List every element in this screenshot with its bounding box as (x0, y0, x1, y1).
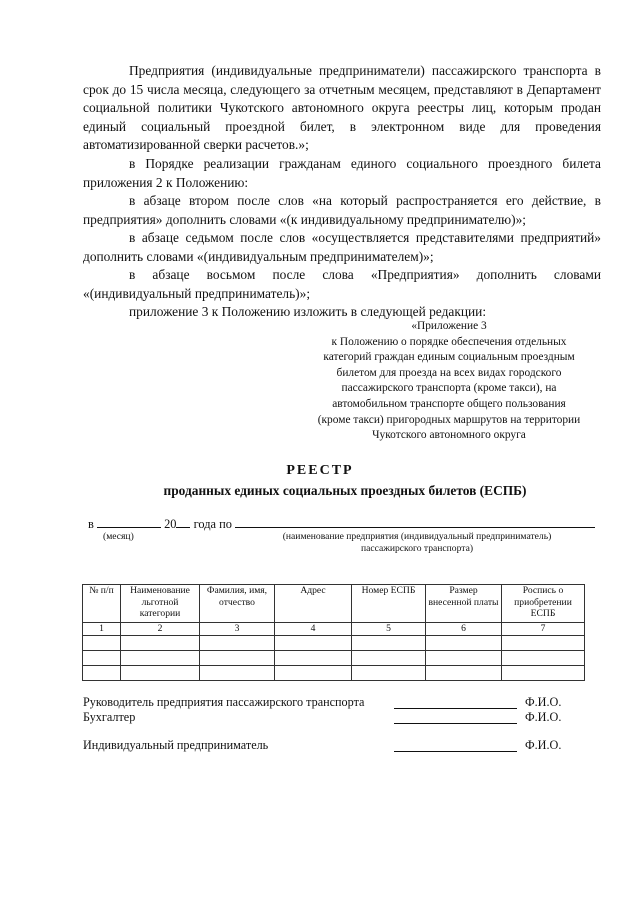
table-cell (121, 666, 200, 681)
appendix-line: пассажирского транспорта (кроме такси), на (341, 382, 557, 395)
organization-blank (235, 515, 595, 528)
table-cell (275, 636, 352, 651)
appendix-line: автомобильном транспорте общего пользования (332, 397, 566, 410)
organization-caption-line: (наименование предприятия (индивидуальный предприниматель) (282, 531, 552, 542)
period-prefix: в (88, 517, 94, 531)
head-fio: Ф.И.О. (525, 695, 562, 709)
entrepreneur-signature-label: Индивидуальный предприниматель (83, 738, 269, 752)
appendix-line: Чукотского автономного округа (372, 429, 526, 442)
paragraph-second-subparagraph: в абзаце втором после слов «на который распространяется его действие, в предприятия» дополнить словами «(к индивидуальному предпринимателю)»; (83, 193, 601, 227)
header-full-name: Фамилия, имя, отчество (200, 585, 275, 623)
paragraph-submission-deadline: Предприятия (индивидуальные предприниматели) пассажирского транспорта в срок до 15 числа месяца, следующего за отчетным месяцем, представляют в Департамент социальной политики Чукотского автономного округа реестры лиц, которым продан единый социальный проездной билет, в электронном виде для проведения автоматизированной сверки расчетов.»; (83, 63, 601, 153)
table-column-number-row (83, 623, 585, 636)
appendix-header (300, 319, 598, 444)
table-cell (352, 651, 426, 666)
paragraph-seventh-subparagraph: в абзаце седьмом после слов «осуществляется представителями предприятий» дополнить словами «(индивидуальным предпринимателем)»; (83, 230, 601, 264)
table-cell (352, 666, 426, 681)
table-cell (426, 666, 502, 681)
table-cell (502, 636, 585, 651)
header-signature: Роспись о приобретении ЕСПБ (502, 585, 585, 623)
table-cell (200, 651, 275, 666)
table-cell (426, 651, 502, 666)
column-number: 7 (502, 623, 585, 636)
year-blank (176, 515, 190, 528)
table-cell (426, 636, 502, 651)
appendix-line: «Приложение 3 (411, 320, 487, 332)
accountant-fio: Ф.И.О. (525, 710, 562, 724)
header-ticket-number: Номер ЕСПБ (352, 585, 426, 623)
table-cell (502, 666, 585, 681)
header-payment: Размер внесенной платы (426, 585, 502, 623)
appendix-line: к Положению о порядке обеспечения отдельных (331, 335, 567, 348)
table-cell (275, 651, 352, 666)
table-cell (83, 666, 121, 681)
table-row (83, 651, 585, 666)
year-suffix: года по (193, 517, 232, 531)
registry-table (82, 584, 585, 681)
entrepreneur-signature-line (394, 751, 517, 752)
registry-subtitle: проданных единых социальных проездных билетов (ЕСПБ) (163, 483, 527, 498)
table-cell (83, 636, 121, 651)
table-cell (200, 636, 275, 651)
table-cell (502, 651, 585, 666)
month-blank (97, 515, 161, 528)
organization-caption (262, 531, 572, 555)
accountant-signature-label: Бухгалтер (83, 710, 136, 724)
table-cell (121, 636, 200, 651)
registry-period-line (88, 515, 595, 532)
organization-caption-line: пассажирского транспорта) (360, 543, 474, 554)
column-number: 6 (426, 623, 502, 636)
column-number: 1 (83, 623, 121, 636)
table-header-row (83, 585, 585, 623)
appendix-line: билетом для проезда на всех видах городского (336, 366, 562, 379)
month-caption: (месяц) (103, 531, 134, 542)
paragraph-appendix-3-intro: приложение 3 к Положению изложить в следующей редакции: (129, 304, 487, 319)
table-row (83, 666, 585, 681)
appendix-line: категорий граждан единым социальным проездным (323, 351, 575, 364)
header-address: Адрес (275, 585, 352, 623)
table-cell (275, 666, 352, 681)
appendix-line: (кроме такси) пригородных маршрутов на территории (317, 413, 581, 426)
column-number: 3 (200, 623, 275, 636)
column-number: 4 (275, 623, 352, 636)
table-cell (121, 651, 200, 666)
header-category: Наименование льготной категории (121, 585, 200, 623)
column-number: 5 (352, 623, 426, 636)
registry-title: РЕЕСТР (286, 463, 354, 478)
accountant-signature-line (394, 723, 517, 724)
paragraph-eighth-subparagraph: в абзаце восьмом после слова «Предприятия» дополнить словами «(индивидуальный предприниматель)»; (83, 267, 601, 301)
entrepreneur-fio: Ф.И.О. (525, 738, 562, 752)
column-number: 2 (121, 623, 200, 636)
head-signature-label: Руководитель предприятия пассажирского транспорта (83, 695, 365, 709)
head-signature-line (394, 708, 517, 709)
paragraph-order-appendix-2: в Порядке реализации гражданам единого социального проездного билета приложения 2 к Положению: (83, 156, 601, 190)
table-cell (352, 636, 426, 651)
year-label: 20 (164, 517, 177, 531)
header-number: № п/п (83, 585, 121, 623)
table-cell (200, 666, 275, 681)
table-cell (83, 651, 121, 666)
table-row (83, 636, 585, 651)
